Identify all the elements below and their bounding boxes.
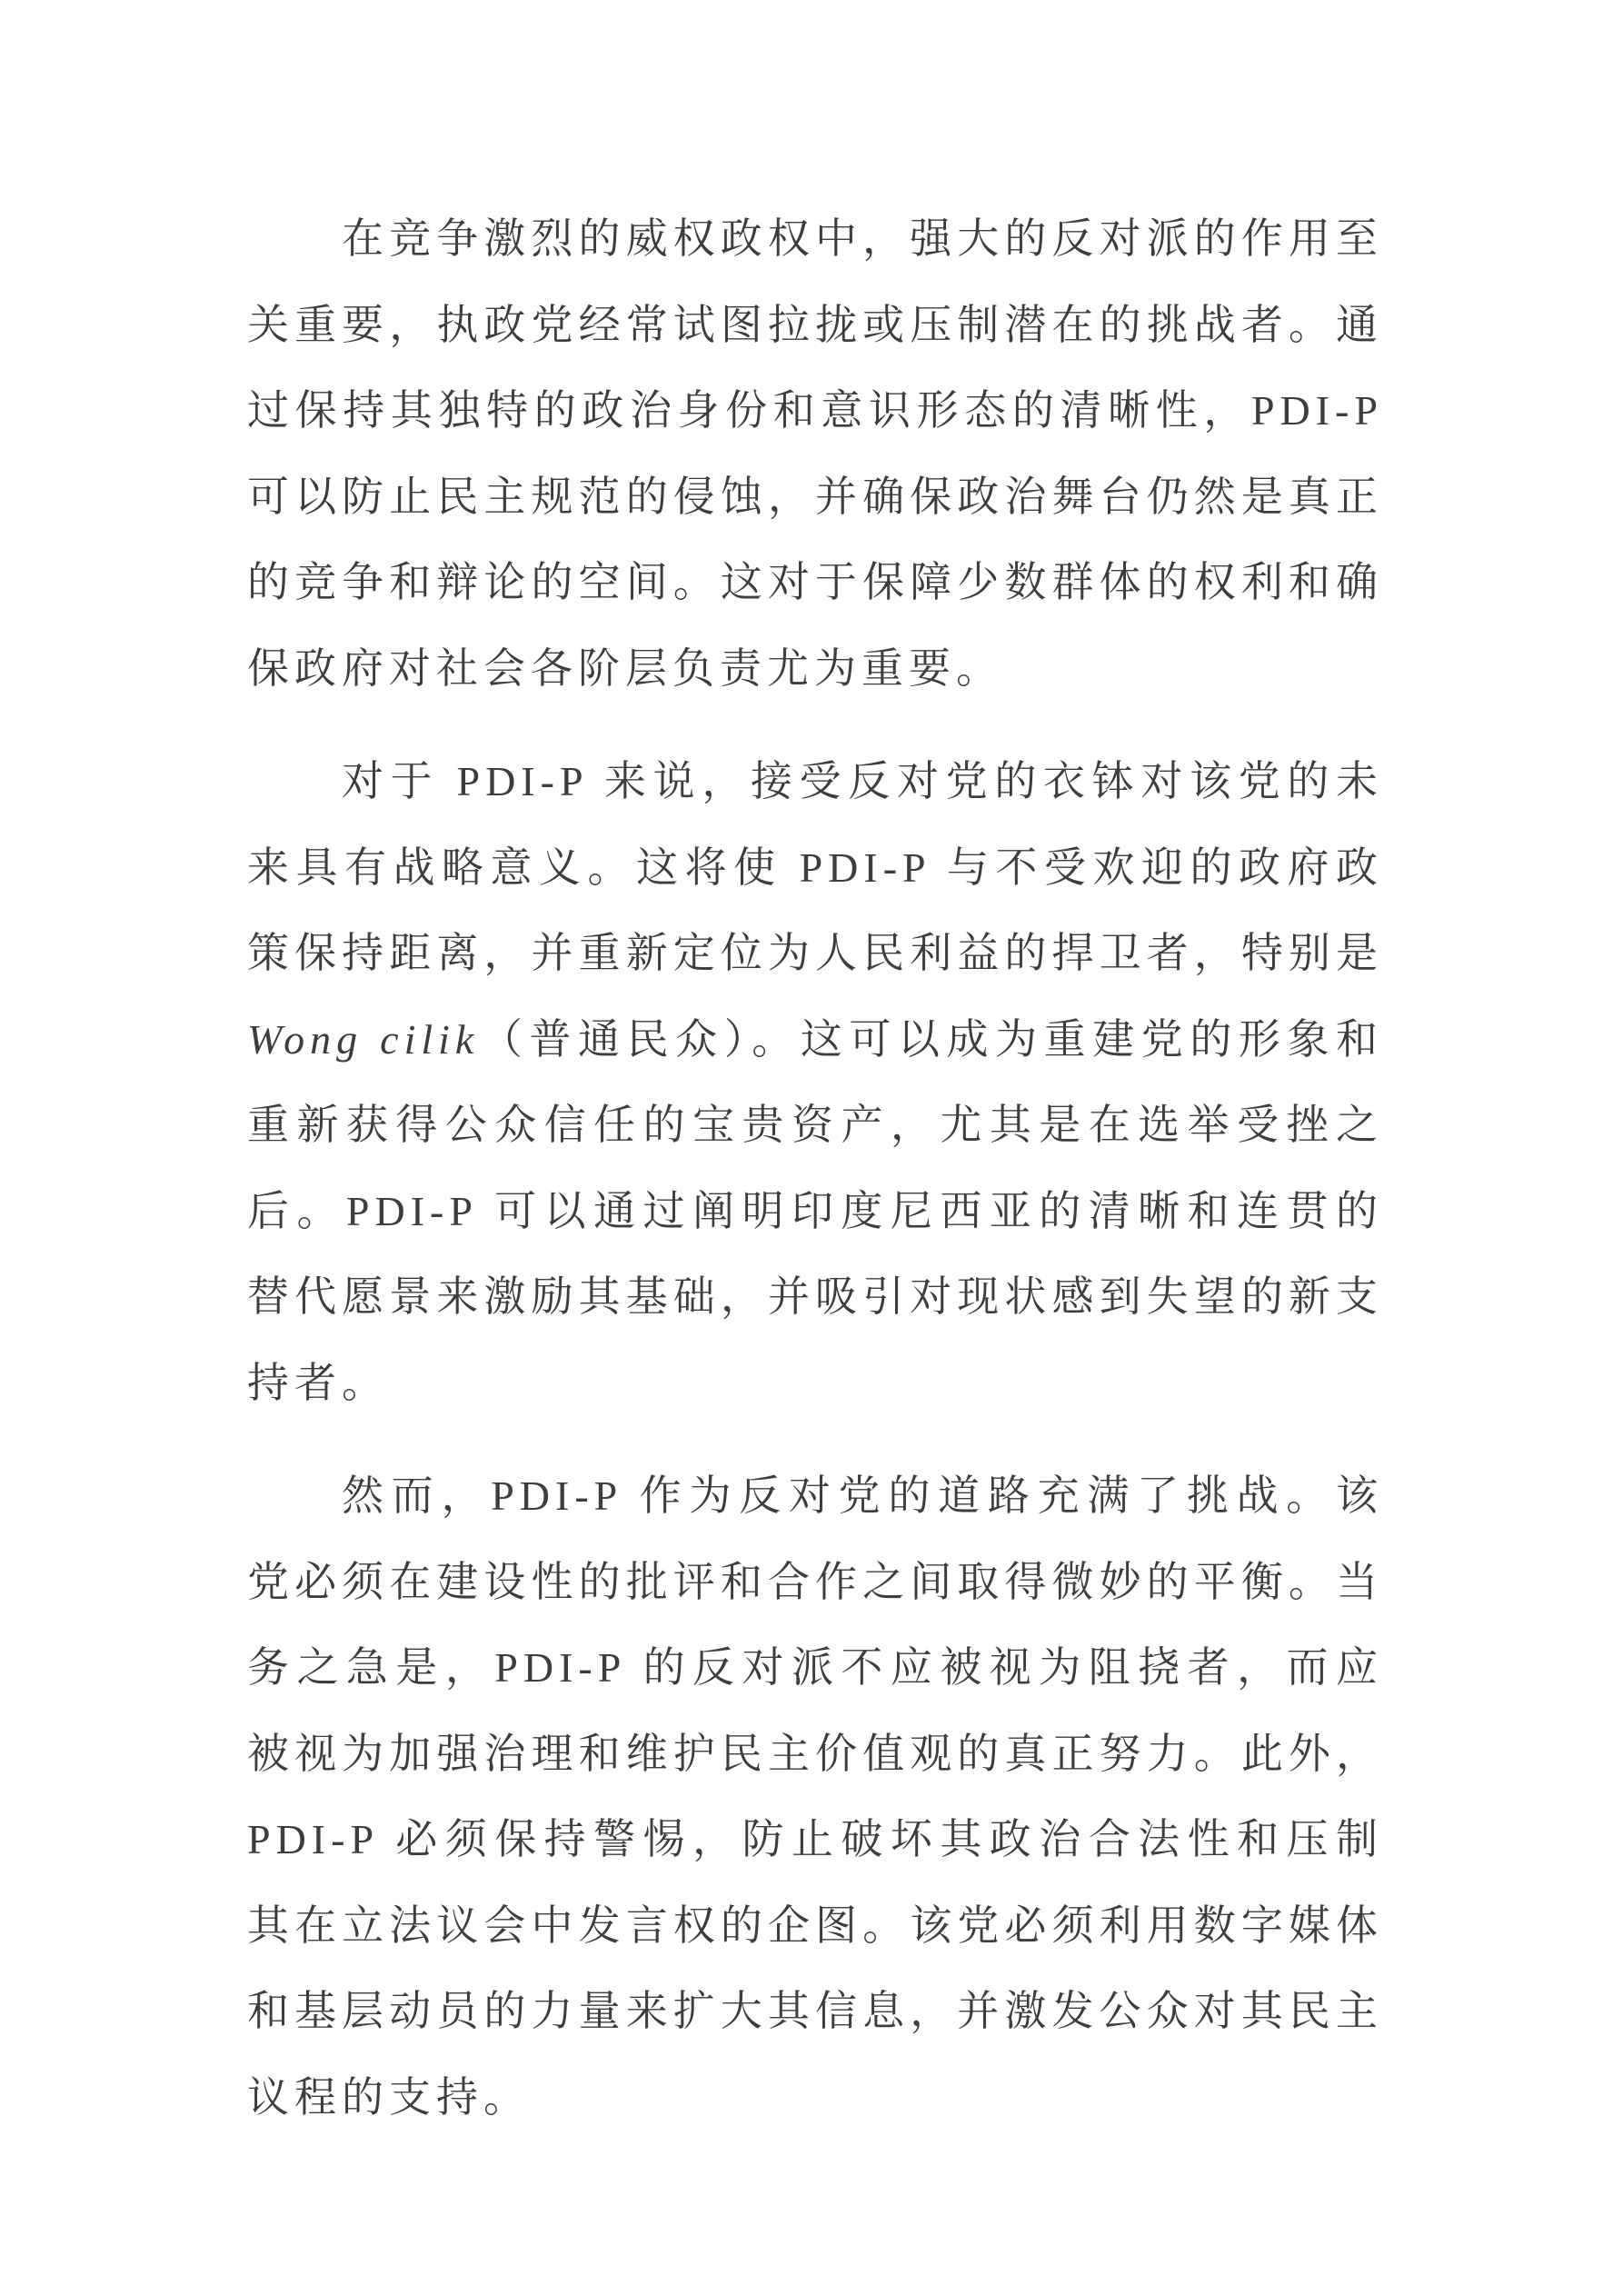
paragraph bbox=[247, 739, 1383, 1426]
text-run: 然而，PDI-P 作为反对党的道路充满了挑战。该党必须在建设性的批评和合作之间取得微妙的平衡。当务之急是，PDI-P 的反对派不应被视为阻挠者，而应被视为加强治理和维护民主价值观的真正努力。此外，PDI-P 必须保持警惕，防止破坏其政治合法性和压制其在立法议会中发言权的企图。该党必须利用数字媒体和基层动员的力量来扩大其信息，并激发公众对其民主议程的支持。 bbox=[247, 1472, 1383, 2121]
paragraph bbox=[247, 196, 1383, 712]
paragraph bbox=[247, 1453, 1383, 2141]
document-body bbox=[247, 196, 1383, 2141]
text-run: 对于 PDI-P 来说，接受反对党的衣钵对该党的未来具有战略意义。这将使 PDI-P 与不受欢迎的政府政策保持距离，并重新定位为人民利益的捍卫者，特别是 bbox=[247, 758, 1383, 976]
text-run-italic: Wong cilik bbox=[247, 1015, 480, 1063]
text-run: （普通民众）。这可以成为重建党的形象和重新获得公众信任的宝贵资产，尤其是在选举受挫之后。PDI-P 可以通过阐明印度尼西亚的清晰和连贯的替代愿景来激励其基础，并吸引对现状感到失望的新支持者。 bbox=[247, 1015, 1384, 1406]
text-run: 在竞争激烈的威权政权中，强大的反对派的作用至关重要，执政党经常试图拉拢或压制潜在的挑战者。通过保持其独特的政治身份和意识形态的清晰性，PDI-P 可以防止民主规范的侵蚀，并确保政治舞台仍然是真正的竞争和辩论的空间。这对于保障少数群体的权利和确保政府对社会各阶层负责尤为重要。 bbox=[247, 215, 1383, 692]
